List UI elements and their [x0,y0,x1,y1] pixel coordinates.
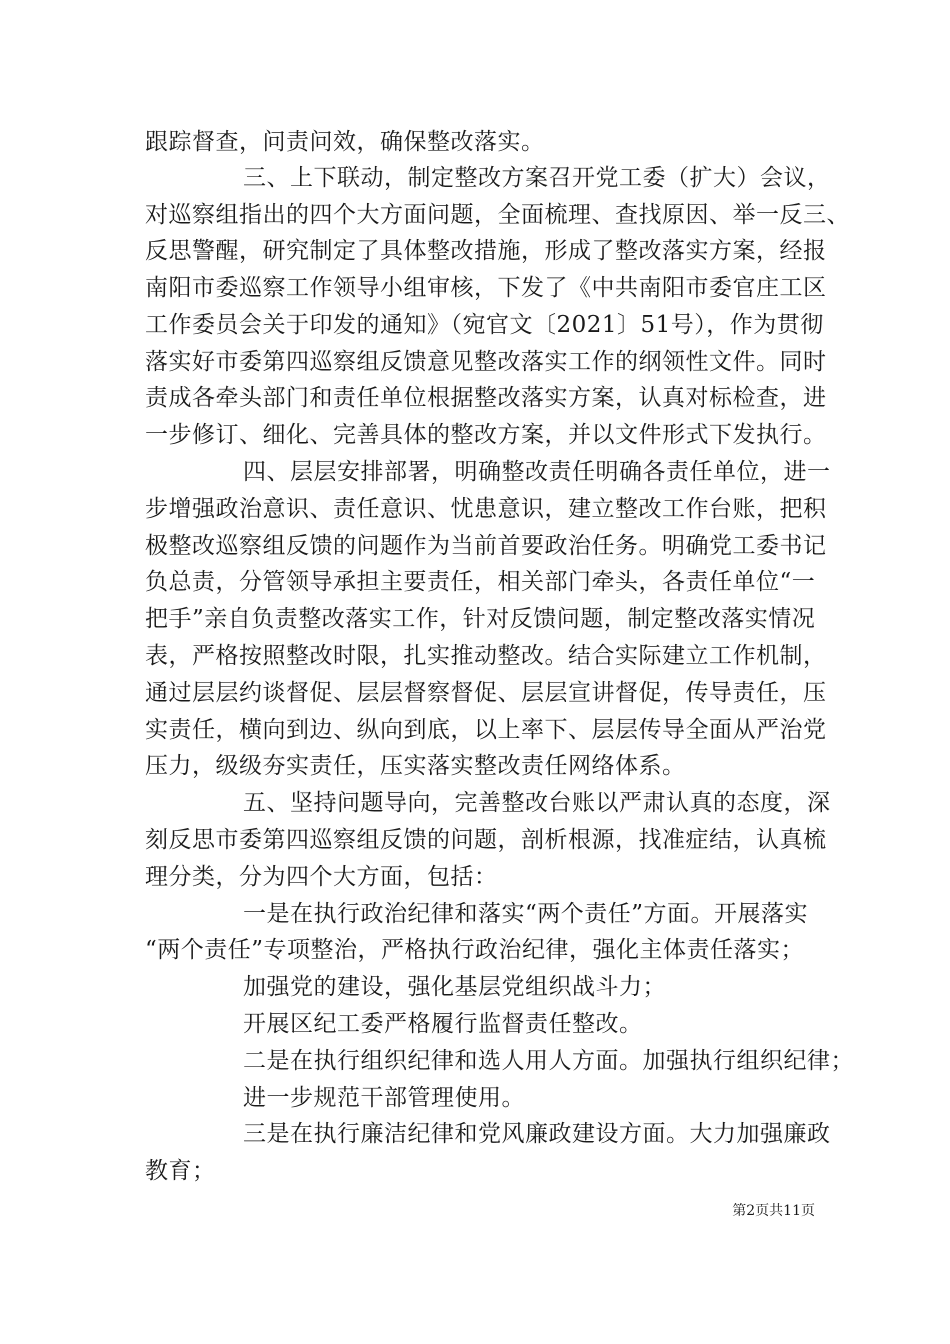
body-line-27: 进一步规范干部管理使用。 [243,1085,525,1111]
body-line-16: 通过层层约谈督促、层层督察督促、层层宣讲督促，传导责任，压 [145,680,827,706]
body-line-1: 跟踪督查，问责问效，确保整改落实。 [145,129,545,155]
body-line-15: 表，严格按照整改时限，扎实推动整改。结合实际建立工作机制， [145,643,827,669]
body-line-28: 三是在执行廉洁纪律和党风廉政建设方面。大力加强廉政 [243,1121,831,1147]
body-line-3: 对巡察组指出的四个大方面问题，全面梳理、查找原因、举一反三、 [145,202,850,228]
body-line-9: 一步修订、细化、完善具体的整改方案，并以文件形式下发执行。 [145,422,827,448]
body-line-11: 步增强政治意识、责任意识、忧患意识，建立整改工作台账，把积 [145,496,827,522]
body-line-19: 五、坚持问题导向，完善整改台账以严肃认真的态度，深 [243,790,831,816]
body-line-23: “两个责任”专项整治，严格执行政治纪律，强化主体责任落实； [145,937,805,963]
body-line-17: 实责任，横向到边、纵向到底，以上率下、层层传导全面从严治党 [145,717,827,743]
body-line-26: 二是在执行组织纪律和选人用人方面。加强执行组织纪律； [243,1048,854,1074]
body-line-7: 落实好市委第四巡察组反馈意见整改落实工作的纲领性文件。同时 [145,349,827,375]
body-line-18: 压力，级级夯实责任，压实落实整改责任网络体系。 [145,753,686,779]
body-line-24: 加强党的建设，强化基层党组织战斗力； [243,974,666,1000]
body-line-21: 理分类，分为四个大方面，包括： [145,864,498,890]
body-line-5: 南阳市委巡察工作领导小组审核，下发了《中共南阳市委官庄工区 [145,275,827,301]
body-line-14: 把手”亲自负责整改落实工作，针对反馈问题，制定整改落实情况 [145,606,816,632]
body-line-25: 开展区纪工委严格履行监督责任整改。 [243,1011,643,1037]
body-line-13: 负总责，分管领导承担主要责任，相关部门牵头，各责任单位“一 [145,569,816,595]
page-number-footer: 第2页共11页 [732,1203,815,1219]
body-line-4: 反思警醒，研究制定了具体整改措施，形成了整改落实方案，经报 [145,238,827,264]
body-line-22: 一是在执行政治纪律和落实“两个责任”方面。开展落实 [243,901,809,927]
body-line-12: 极整改巡察组反馈的问题作为当前首要政治任务。明确党工委书记 [145,533,827,559]
body-line-2: 三、上下联动，制定整改方案召开党工委（扩大）会议， [243,165,831,191]
body-line-8: 责成各牵头部门和责任单位根据整改落实方案，认真对标检查，进 [145,385,827,411]
body-line-6: 工作委员会关于印发的通知》（宛官文〔2021〕51号），作为贯彻 [145,312,824,338]
body-line-29: 教育； [145,1158,216,1184]
body-line-20: 刻反思市委第四巡察组反馈的问题，剖析根源，找准症结，认真梳 [145,827,827,853]
body-line-10: 四、层层安排部署，明确整改责任明确各责任单位，进一 [243,459,831,485]
